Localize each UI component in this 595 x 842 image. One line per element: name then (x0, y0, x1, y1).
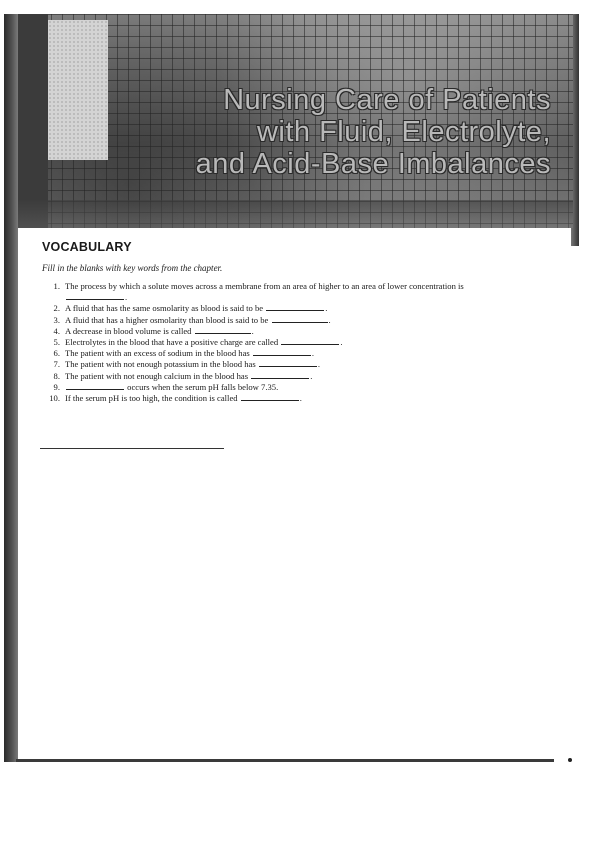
question-text (65, 326, 522, 337)
question-prompt: The patient with not enough calcium in the blood has (65, 370, 249, 381)
question-text (65, 315, 522, 326)
question-text (65, 303, 522, 314)
question-number: 7. (53, 359, 60, 370)
question-item (42, 315, 522, 326)
question-suffix: . (251, 325, 254, 336)
question-text (65, 348, 522, 359)
answer-blank[interactable] (253, 348, 311, 356)
instructions: Fill in the blanks with key words from the chapter. (42, 263, 223, 273)
question-item (42, 371, 522, 382)
question-number: 4. (53, 325, 60, 336)
question-suffix: . (340, 337, 343, 348)
question-text (65, 382, 522, 393)
scan-speck (568, 758, 572, 762)
banner-dark-stripe (18, 14, 48, 228)
question-prompt: A decrease in blood volume is called (65, 325, 192, 336)
question-prompt: A fluid that has the same osmolarity as blood is said to be (65, 303, 264, 314)
chapter-title (111, 84, 551, 180)
question-item (42, 303, 522, 314)
question-item (42, 393, 522, 404)
chapter-title-line: with Fluid, Electrolyte, (256, 116, 551, 148)
question-item (42, 326, 522, 337)
chapter-title-line: and Acid-Base Imbalances (195, 148, 551, 180)
answer-blank[interactable] (266, 303, 324, 311)
question-list (42, 281, 522, 404)
scan-shadow-bottom (16, 759, 554, 762)
question-prompt: A fluid that has a higher osmolarity than blood is said to be (65, 314, 269, 325)
question-prompt: The process by which a solute moves across a membrane from an area of higher to an area of lower concentration is (65, 281, 464, 291)
question-number: 10. (49, 393, 60, 404)
answer-blank[interactable] (259, 359, 317, 367)
question-number: 6. (53, 348, 60, 359)
question-item (42, 359, 522, 370)
question-number: 9. (53, 381, 60, 392)
question-text (65, 337, 522, 348)
question-item (42, 348, 522, 359)
section-heading: VOCABULARY (42, 240, 132, 254)
chapter-title-line: Nursing Care of Patients (223, 84, 551, 116)
banner-light-panel (48, 20, 108, 160)
question-suffix: . (328, 314, 331, 325)
question-number: 5. (53, 337, 60, 348)
question-text (65, 359, 522, 370)
answer-blank[interactable] (195, 326, 251, 334)
scan-shadow-left (4, 14, 18, 762)
question-text (65, 371, 522, 382)
question-suffix: . (310, 370, 313, 381)
question-prompt: The patient with an excess of sodium in the blood has (65, 348, 250, 359)
answer-blank[interactable] (66, 382, 124, 390)
question-suffix: occurs when the serum pH falls below 7.35. (127, 381, 279, 392)
question-text (65, 281, 522, 303)
question-suffix: . (311, 348, 315, 359)
question-suffix: . (125, 292, 128, 303)
question-item (42, 382, 522, 393)
answer-blank[interactable] (241, 393, 299, 401)
banner-base-band (18, 200, 573, 228)
question-prompt: The patient with not enough potassium in the blood has (65, 359, 256, 370)
answer-blank[interactable] (66, 292, 124, 300)
question-text (65, 393, 522, 404)
question-prompt: If the serum pH is too high, the condition is called (65, 393, 238, 404)
question-prompt: Electrolytes in the blood that have a positive charge are called (65, 337, 279, 348)
question-number: 1. (53, 281, 60, 291)
question-number: 8. (53, 370, 60, 381)
question-item (42, 337, 522, 348)
question-suffix: . (299, 393, 302, 404)
answer-blank[interactable] (251, 371, 309, 379)
answer-blank[interactable] (272, 315, 328, 323)
question-number: 2. (53, 303, 60, 314)
question-number: 3. (53, 314, 60, 325)
question-suffix: . (325, 303, 328, 314)
section-divider (40, 448, 224, 449)
question-suffix: . (317, 359, 321, 370)
question-item (42, 281, 522, 303)
answer-blank[interactable] (281, 337, 339, 345)
